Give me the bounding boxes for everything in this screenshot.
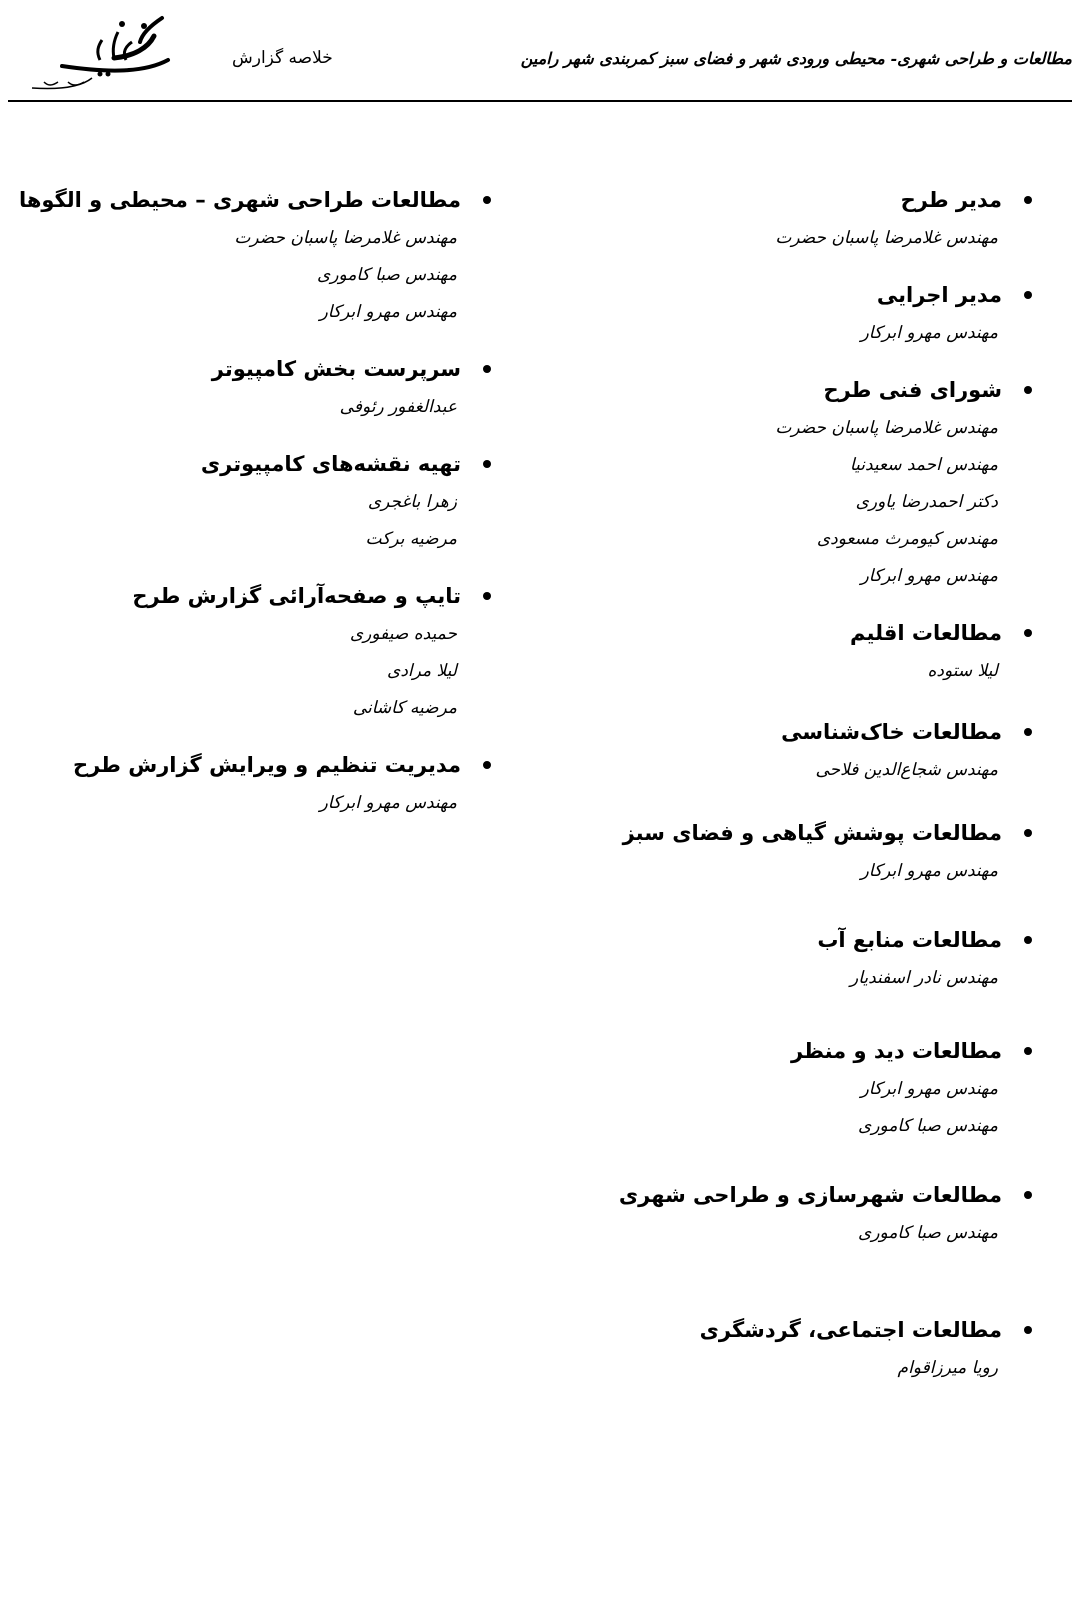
section-title: مطالعات خاک‌شناسی [566,718,1036,746]
list-item: مهندس صبا کاموری [858,1116,998,1136]
section-title: مطالعات اقلیم [566,619,1036,647]
list-item: مهندس مهرو ابرکار [319,793,457,813]
list-item: مهندس مهرو ابرکار [860,323,998,343]
list-item: مهندس غلامرضا پاسبان حضرت [234,228,457,248]
list-item: لیلا مرادی [387,661,457,681]
names-list [566,410,1036,595]
section-title: مدیر اجرایی [566,281,1036,309]
report-subtitle: خلاصه گزارش [232,48,333,68]
names-list [566,960,1036,997]
section-computer-supervisor [35,355,495,426]
list-item: مهندس مهرو ابرکار [319,302,457,322]
list-item: مهندس صبا کاموری [858,1223,998,1243]
report-title: مطالعات و طراحی شهری- محیطی ورودی شهر و فضای سبز کمربندی شهر رامین [520,49,1072,68]
section-title: مطالعات شهرسازی و طراحی شهری [566,1181,1036,1209]
names-list [35,220,495,331]
section-title: مطالعات اجتماعی، گردشگری [566,1316,1036,1344]
section-title: مطالعات منابع آب [566,926,1036,954]
section-soil [566,718,1036,789]
list-item: لیلا ستوده [927,661,998,681]
section-title: مطالعات طراحی شهری – محیطی و الگوها [35,186,495,214]
list-item: مهندس مهرو ابرکار [860,861,998,881]
section-urban-planning [566,1181,1036,1252]
names-list [35,389,495,426]
page-header [0,0,1080,104]
section-editing-management [35,751,495,822]
header-divider [8,100,1072,102]
list-item: زهرا باغجری [367,492,457,512]
names-list [566,315,1036,352]
left-column [18,186,495,822]
list-item: عبدالغفور رئوفی [339,397,457,417]
section-title: مطالعات دید و منظر [566,1037,1036,1065]
list-item: مهندس احمد سعیدنیا [849,455,998,475]
names-list [566,1350,1036,1387]
list-item: رویا میرزاقوام [897,1358,998,1378]
section-water [566,926,1036,997]
list-item: دکتر احمدرضا یاوری [855,492,998,512]
names-list [35,785,495,822]
company-logo [22,12,172,98]
list-item: مهندس مهرو ابرکار [860,566,998,586]
names-list [566,752,1036,789]
names-list [566,653,1036,690]
names-list [566,1071,1036,1145]
section-title: مطالعات پوشش گیاهی و فضای سبز [566,819,1036,847]
section-vegetation [566,819,1036,890]
section-title: شورای فنی طرح [566,376,1036,404]
names-list [566,853,1036,890]
section-title: مدیریت تنظیم و ویرایش گزارش طرح [35,751,495,779]
section-title: تهیه نقشه‌های کامپیوتری [35,450,495,478]
names-list [35,616,495,727]
list-item: حمیده صیفوری [349,624,457,644]
section-landscape [566,1037,1036,1145]
section-social-tourism [566,1316,1036,1387]
section-title: مدیر طرح [566,186,1036,214]
right-column [566,186,1036,1387]
list-item: مرضیه برکت [365,529,457,549]
section-computer-maps [35,450,495,558]
section-executive-manager [566,281,1036,352]
list-item: مهندس غلامرضا پاسبان حضرت [775,418,998,438]
names-list [35,484,495,558]
list-item: مهندس صبا کاموری [317,265,457,285]
list-item: مهندس غلامرضا پاسبان حضرت [775,228,998,248]
section-title: سرپرست بخش کامپیوتر [35,355,495,383]
section-climate [566,619,1036,690]
list-item: مهندس کیومرث مسعودی [816,529,998,549]
section-urban-environmental-design [18,186,495,331]
logo-calligraphy-icon [22,12,172,98]
list-item: مهندس نادر اسفندیار [850,968,998,988]
names-list [566,220,1036,257]
section-typing-layout [35,582,495,727]
names-list [566,1215,1036,1252]
section-title: تایپ و صفحه‌آرائی گزارش طرح [35,582,495,610]
list-item: مرضیه کاشانی [352,698,457,718]
list-item: مهندس مهرو ابرکار [860,1079,998,1099]
section-project-manager [566,186,1036,257]
list-item: مهندس شجاع‌الدین فلاحی [815,760,998,780]
section-technical-council [566,376,1036,595]
